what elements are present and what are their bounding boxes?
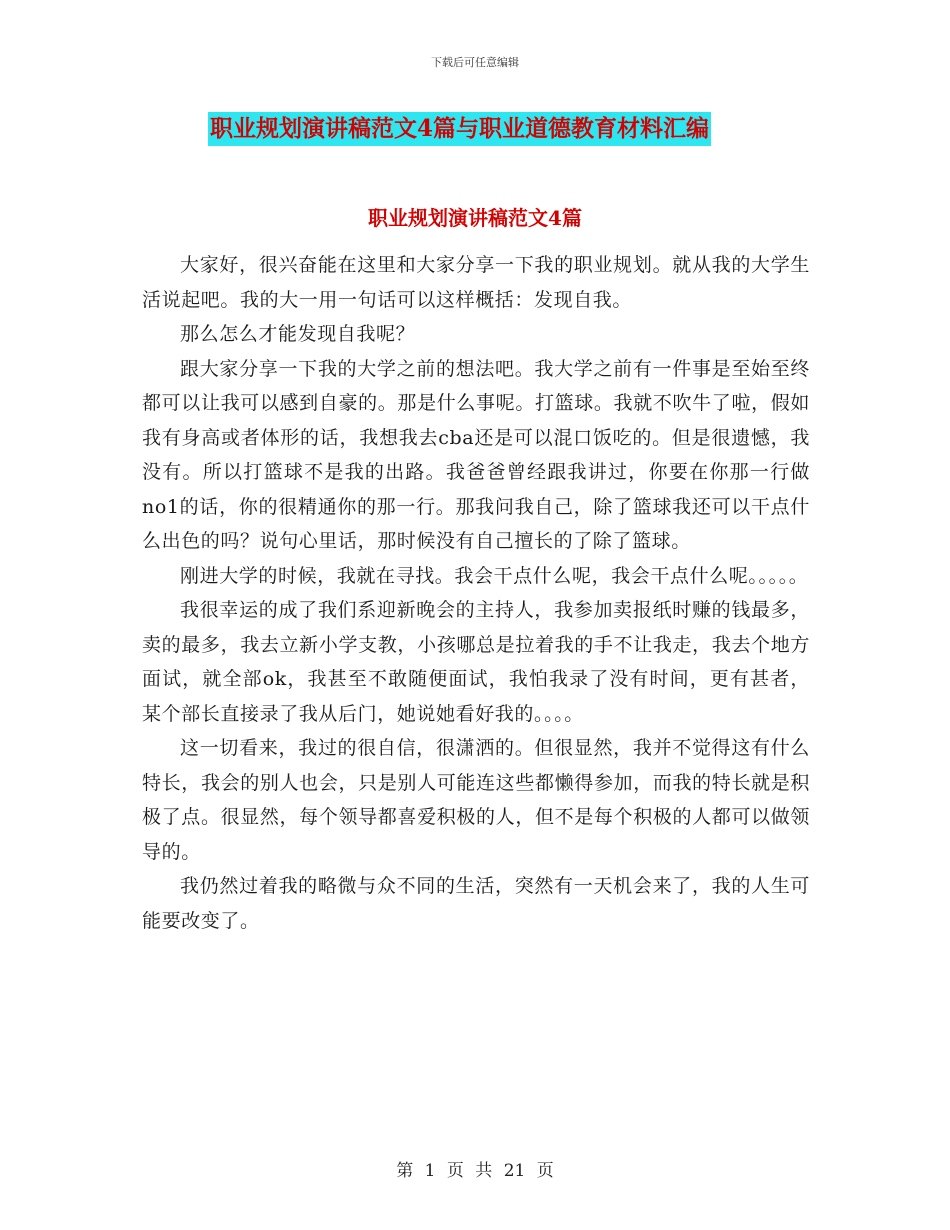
document-body xyxy=(142,248,810,938)
paragraph: 刚进大学的时候，我就在寻找。我会干点什么呢，我会干点什么呢。。。。。 xyxy=(180,564,809,587)
page-number-footer: 第 1 页 共 21 页 xyxy=(396,1161,554,1181)
paragraph: 这一切看来，我过的很自信，很潇洒的。但很显然，我并不觉得这有什么特长，我会的别人也会，只是别人可能连这些都懒得参加，而我的特长就是积极了点。很显然，每个领导都喜爱积极的人，但不是每个积极的人都可以做领导的。 xyxy=(142,737,810,863)
paragraph: 跟大家分享一下我的大学之前的想法吧。我大学之前有一件事是至始至终都可以让我可以感到自豪的。那是什么事呢。打篮球。我就不吹牛了啦，假如我有身高或者体形的话，我想我去cba还是可以混口饭吃的。但是很遗憾，我没有。所以打篮球不是我的出路。我爸爸曾经跟我讲过，你要在你那一行做no1的话，你的很精通你的那一行。那我问我自己，除了篮球我还可以干点什么出色的吗？说句心里话，那时候没有自己擅长的了除了篮球。 xyxy=(142,357,810,552)
paragraph: 我仍然过着我的略微与众不同的生活，突然有一天机会来了，我的人生可能要改变了。 xyxy=(142,875,810,932)
paragraph: 那么怎么才能发现自我呢？ xyxy=(180,323,416,345)
section-title: 职业规划演讲稿范文4篇 xyxy=(368,206,582,230)
paragraph: 我很幸运的成了我们系迎新晚会的主持人，我参加卖报纸时赚的钱最多，卖的最多，我去立新小学支教，小孩哪总是拉着我的手不让我走，我去个地方面试，就全部ok，我甚至不敢随便面试，我怕我录了没有时间，更有甚者，某个部长直接录了我从后门，她说她看好我的。。。。 xyxy=(142,599,810,725)
page-header-note: 下载后可任意编辑 xyxy=(431,56,519,69)
document-main-title: 职业规划演讲稿范文4篇与职业道德教育材料汇编 xyxy=(208,112,711,146)
paragraph: 大家好，很兴奋能在这里和大家分享一下我的职业规划。就从我的大学生活说起吧。我的大一用一句话可以这样概括：发现自我。 xyxy=(142,254,810,311)
